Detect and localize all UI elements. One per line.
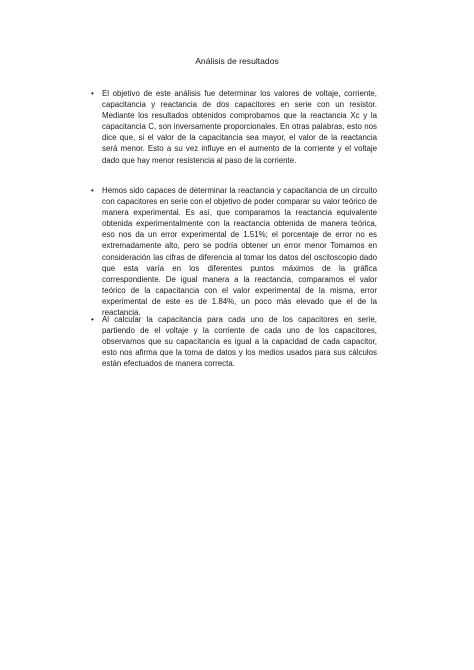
page-title: Análisis de resultados bbox=[195, 56, 279, 66]
bullet-icon: • bbox=[91, 89, 94, 98]
paragraph-reactance-capacitance: Hemos sido capaces de determinar la reactancia y capacitancia de un circuito con capacitores en serie con el objetivo de poder comparar su valor teórico de manera experimental. Es así, que comparamos la reactancia equivalente obtenida experimentalmente con la reactancia obtenida de manera teórica, eso nos da un error experimental de 1.51%; el porcentaje de error no es extremadamente alto, pero se podría obtener un error menor Tomamos en consideración las cifras de diferencia al tomar los datos del osciloscopio dado que esta varía en los diferentes puntos máximos de la gráfica correspondiente. De igual manera a la reactancia, comparamos el valor teórico de la capacitancia con el valor experimental de la misma, error experimental de este es de 1.84%, un poco más elevado que el de la reactancia. bbox=[102, 186, 377, 318]
paragraph-capacitance-calculation: Al calcular la capacitancia para cada uno de los capacitores en serie, partiendo de el voltaje y la corriente de cada uno de los capacitores, observamos que su capacitancia es igual a la capacidad de cada capacitor, esto nos afirma que la toma de datos y los medios usados para sus cálculos están efectuados de manera correcta. bbox=[102, 315, 377, 369]
list-item bbox=[93, 185, 377, 318]
bullet-icon: • bbox=[91, 186, 94, 195]
list-item bbox=[93, 314, 377, 369]
bullet-icon: • bbox=[91, 315, 94, 324]
paragraph-objective: El objetivo de este análisis fue determinar los valores de voltaje, corriente, capacitancia y reactancia de dos capacitores en serie con un resistor. Mediante los resultados obtenidos comprobamos que la reactancia Xc y la capacitancia C, son inversamente proporcionales. En otras palabras, esto nos dice que, si el valor de la capacitancia sea mayor, el valor de la reactancia será menor. Esto a su vez influye en el aumento de la corriente y el voltaje dado que hay menor resistencia al paso de la corriente. bbox=[102, 89, 377, 165]
list-item bbox=[93, 88, 377, 166]
